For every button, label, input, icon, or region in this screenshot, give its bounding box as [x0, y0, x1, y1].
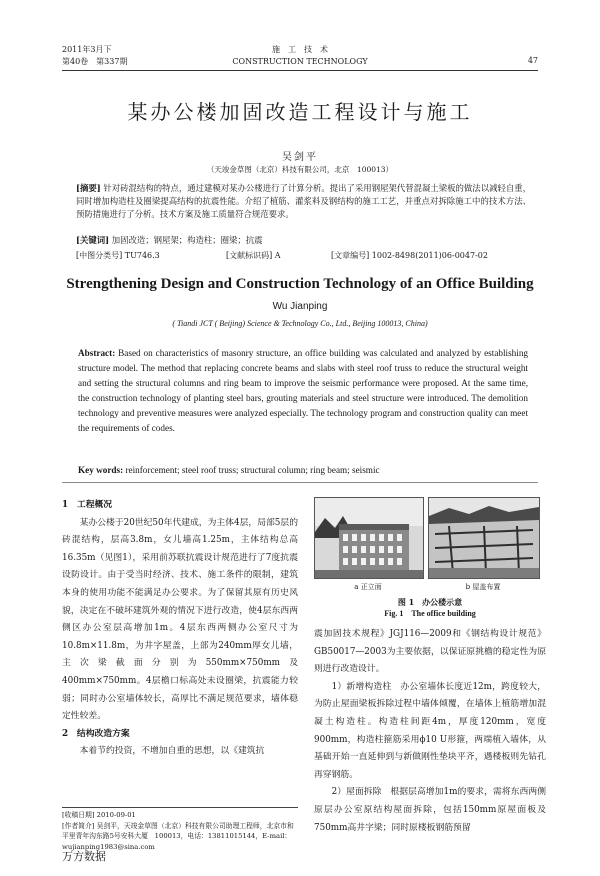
figure-photo-roof-layout [428, 497, 540, 579]
header-divider [62, 70, 538, 71]
journal-name-cn: 施 工 技 术 [272, 45, 328, 54]
affiliation-en: ( Tiandi JCT ( Beijing) Science & Technology Co., Ltd., Beijing 100013, China) [172, 319, 428, 328]
footnote-received: [收稿日期] 2010-09-01 [62, 811, 136, 819]
keywords-en-label: Key words: [78, 465, 124, 475]
keywords-cn-label: [关键词] [76, 235, 110, 245]
abstract-divider [62, 482, 538, 483]
right-paragraph-2: 1）新增构造柱 办公室墙体长度近12m，跨度较大，为防止屋面梁板拆除过程中墙体倾覆，在墙体上植筋增加混凝土构造柱。构造柱间距4m，厚度120mm，宽度900mm，构造柱箍筋采用ϕ10 U形箍，两端植入墙体，从基础开始一直延伸到与新做刚性垫块平齐，遇楼板则先钻孔再穿钢筋。 [314, 681, 546, 780]
paper-title-en: Strengthening Design and Construction Technology of an Office Building [66, 276, 534, 292]
roof-photo-image [429, 498, 539, 578]
figure-photo-front-elevation [314, 497, 424, 579]
author-cn: 吴剑平 [282, 152, 318, 163]
section-heading-1: 1 工程概况 [62, 500, 113, 510]
footnote [62, 810, 298, 852]
abstract-cn [76, 182, 531, 222]
section-heading-2: 2 结构改造方案 [62, 728, 130, 739]
footnote-author-info: [作者简介] 吴剑平，天竣金草图（北京）科技有限公司助理工程师，北京市和平里青年沟东路5号安科大厦 100013，电话：13811015144，E-mail：wujianping1983@sina.com [62, 821, 294, 851]
affiliation-cn: （天竣金草图（北京）科技有限公司，北京 100013） [206, 165, 394, 174]
figure-caption-cn: 图 1 办公楼示意 [397, 597, 463, 607]
figure-caption-en: Fig. 1 The office building [384, 609, 476, 618]
abstract-en-text: Based on characteristics of masonry structure, an office building was calculated and analyzed by establishing structure model. The method that replacing concrete beams and slabs with steel roof truss to reduce the structural weight and setting the structural columns and ring beam to improve the seismic performance were proposed. At the same time, the construction technology of planting steel bars, grouting materials and steel structure were introduced. The demolition technology and preventive measures were analyzed especially. The technology program and construction quality can meet the requirements of codes. [78, 348, 528, 433]
page-number: 47 [527, 56, 538, 65]
abstract-cn-label: [摘要] [76, 183, 101, 193]
abstract-cn-text: 针对砖混结构的特点，通过建模对某办公楼进行了计算分析。提出了采用钢屋架代替混凝土梁板的做法以减轻自重，同时增加构造柱及圈梁提高结构的抗震性能。介绍了植筋、灌浆料及钢结构的施工工艺，并重点对拆除施工中的技术方法、预防措施进行了分析。技术方案及施工质量符合规范要求。 [76, 183, 531, 220]
right-paragraph-3: 2）屋面拆除 根据层高增加1m的要求，需将东西两侧原层办公室原结构屋面拆除，包括150mm原屋面板及750mm高井字梁；同时原楼板钢筋预留 [314, 787, 546, 833]
keywords-en [78, 465, 528, 475]
section-1-body: 某办公楼于20世纪50年代建成，为主体4层，局部5层的砖混结构，层高3.8m，女儿墙高1.25m，主体结构总高16.35m（见图1），采用前苏联抗震设计规范进行了7度抗震设防设计。由于受当时经济、技术、施工条件的限制，建筑本身的使用功能不能满足办公要求。为了保留其原有历史风貌，决定在不破坏建筑外观的情况下进行改造，使4层东西两侧区办公室层高增加1m。4层东西两侧办公室尺寸为10.8m×11.8m，为井字屋盖，上部为240mm厚女儿墙，主次梁截面分别为550mm×750mm及400mm×750mm。4层檐口标高处未设圈梁，抗震能力较弱；同时办公室墙体较长，高厚比不满足规范要求，墙体稳定性较差。 [62, 517, 298, 722]
figure-caption [314, 596, 546, 620]
keywords-en-text: reinforcement; steel roof truss; structural column; ring beam; seismic [125, 465, 380, 475]
paper-title-cn: 某办公楼加固改造工程设计与施工 [127, 100, 473, 124]
journal-name-en: CONSTRUCTION TECHNOLOGY [232, 57, 368, 66]
author-en: Wu Jianping [272, 301, 328, 312]
right-column [314, 626, 546, 837]
right-paragraph-1: 震加固技术规程》JGJ116—2009和《钢结构设计规范》GB50017—2003为主要依据，以保证原挑檐的稳定性为原则进行改造设计。 [314, 629, 546, 675]
abstract-en-label: Abstract: [78, 348, 116, 358]
left-column [62, 497, 298, 761]
section-2-body: 本着节约投资，不增加自重的思想，以《建筑抗 [79, 746, 265, 757]
article-number: [文章编号] 1002-8498(2011)06-0047-02 [331, 251, 488, 260]
figure-subcaption-b: b 屋盖布置 [465, 583, 501, 591]
keywords-cn-text: 加固改造；钢屋架；构造柱；圈梁；抗震 [111, 235, 263, 245]
document-code: [文献标识码] A [226, 251, 281, 260]
running-header-left [62, 44, 127, 68]
building-photo-image [315, 498, 423, 578]
figure-subcaption-a: a 正立面 [354, 583, 382, 591]
footnote-divider [62, 807, 298, 808]
database-watermark: 万方数据 [62, 850, 106, 863]
issue-volume: 第40卷 第337期 [62, 57, 128, 66]
keywords-cn [76, 234, 531, 246]
issue-date: 2011年3月下 [62, 45, 112, 54]
abstract-en [78, 346, 528, 436]
clc-number: [中图分类号] TU746.3 [76, 251, 160, 260]
running-header-center [220, 44, 380, 68]
